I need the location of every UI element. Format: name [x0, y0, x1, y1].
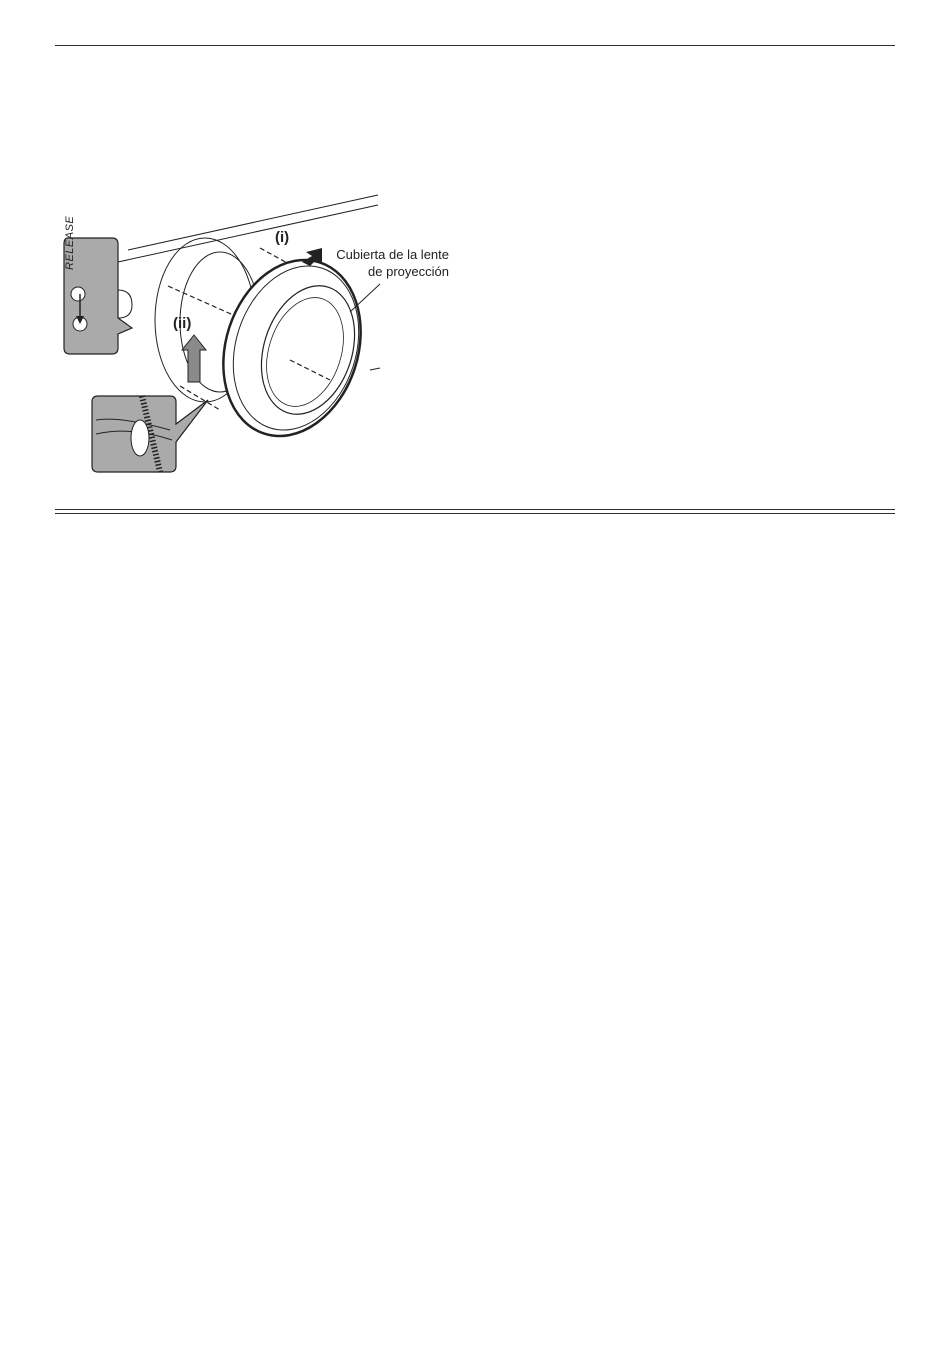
- lens-cover-callout: [315, 246, 449, 280]
- release-label: RELEASE: [64, 215, 76, 270]
- step-i-label: (i): [275, 229, 290, 246]
- body-edge: [128, 195, 378, 250]
- release-dot-icon: [71, 287, 85, 301]
- guide-line: [168, 286, 240, 318]
- callout-line-1: Cubierta de la lente: [336, 247, 449, 262]
- callout-line-2: de proyección: [368, 264, 449, 279]
- lens-cover-drawing: [60, 190, 460, 480]
- lens-cover-illustration: [60, 190, 460, 480]
- top-rule: [55, 45, 895, 46]
- section-divider: [55, 509, 895, 514]
- step-ii-label: (ii): [173, 315, 192, 332]
